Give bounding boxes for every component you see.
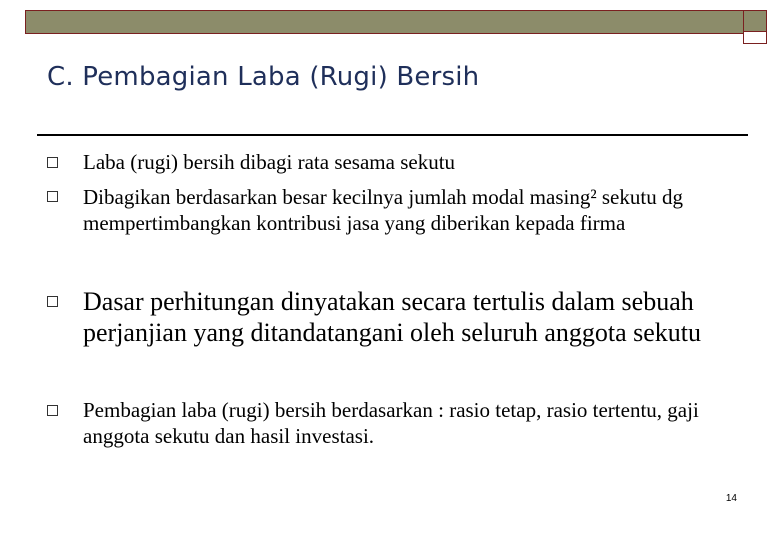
slide-title: C. Pembagian Laba (Rugi) Bersih — [47, 62, 480, 92]
bullet-text: Dibagikan berdasarkan besar kecilnya jumlah modal masing² sekutu dg mempertimbangkan kontribusi jasa yang diberikan kepada firma — [83, 185, 683, 235]
hollow-square-icon — [47, 191, 58, 202]
bullet-text: Pembagian laba (rugi) bersih berdasarkan : rasio tetap, rasio tertentu, gaji anggota sekutu dan hasil investasi. — [83, 398, 699, 448]
page-number: 14 — [725, 493, 737, 504]
hollow-square-icon — [47, 296, 58, 307]
bullet-text: Dasar perhitungan dinyatakan secara tertulis dalam sebuah perjanjian yang ditandatangani oleh seluruh anggota sekutu — [83, 287, 702, 347]
hollow-square-icon — [47, 405, 58, 416]
hollow-square-icon — [47, 157, 58, 168]
bullet-text: Laba (rugi) bersih dibagi rata sesama sekutu — [83, 150, 456, 174]
